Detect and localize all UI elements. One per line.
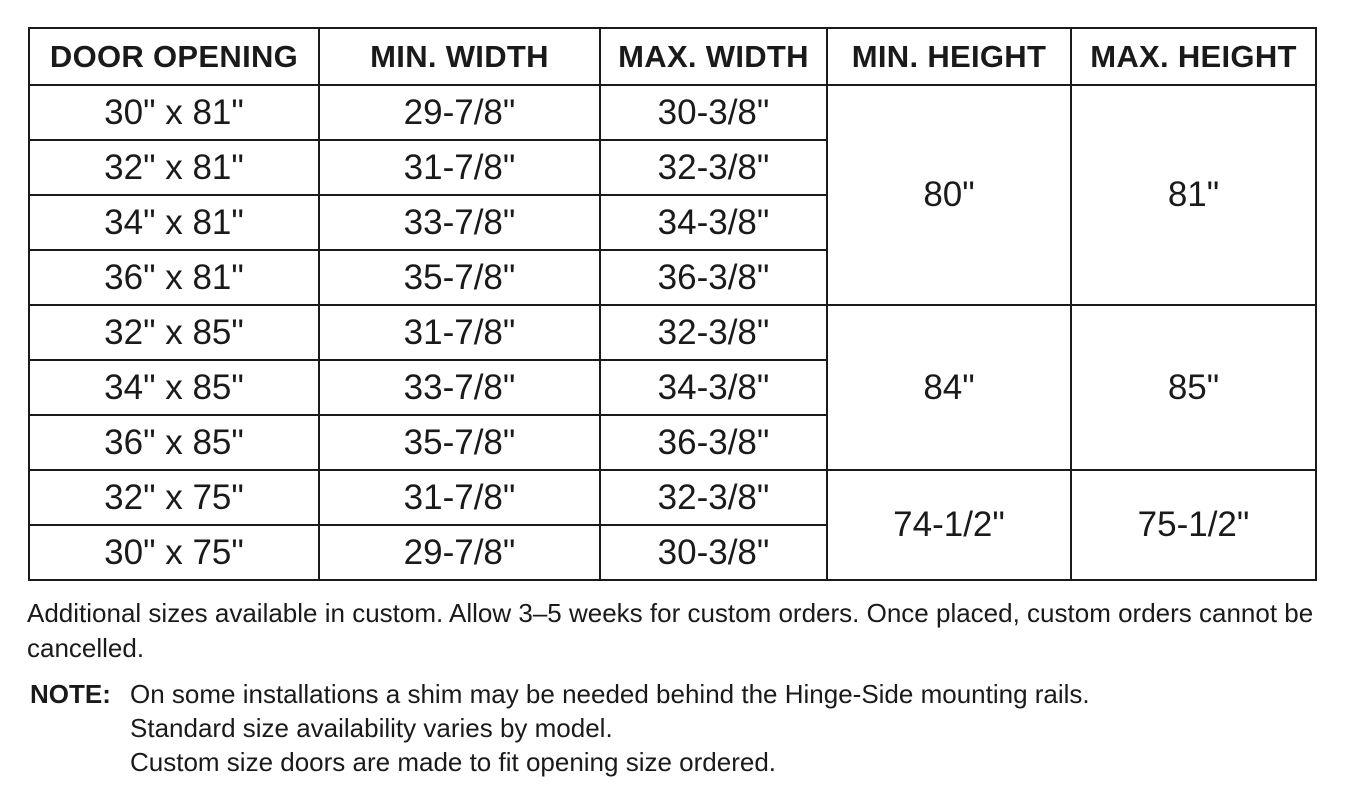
min-width-cell: 31-7/8" [319, 305, 600, 360]
max-height-cell: 81" [1071, 85, 1316, 305]
note-line-shim: On some installations a shim may be needed behind the Hinge-Side mounting rails. [130, 679, 1090, 709]
min-width-cell: 35-7/8" [319, 415, 600, 470]
min-height-cell: 74-1/2" [827, 470, 1071, 580]
door-opening-cell: 30" x 81" [29, 85, 319, 140]
door-opening-cell: 32" x 81" [29, 140, 319, 195]
note-line-availability: Standard size availability varies by model. [130, 713, 613, 743]
max-width-cell: 32-3/8" [600, 305, 827, 360]
min-width-cell: 33-7/8" [319, 360, 600, 415]
note-lines [130, 677, 1320, 779]
max-height-cell: 85" [1071, 305, 1316, 470]
max-width-cell: 32-3/8" [600, 470, 827, 525]
door-opening-cell: 34" x 81" [29, 195, 319, 250]
max-width-cell: 36-3/8" [600, 250, 827, 305]
max-width-cell: 36-3/8" [600, 415, 827, 470]
header-min-width: MIN. WIDTH [319, 28, 600, 85]
door-opening-cell: 32" x 85" [29, 305, 319, 360]
table-header-row [29, 28, 1316, 85]
header-min-height: MIN. HEIGHT [827, 28, 1071, 85]
note-line-custom-fit: Custom size doors are made to fit opening size ordered. [130, 747, 777, 777]
min-height-cell: 80" [827, 85, 1071, 305]
header-max-height: MAX. HEIGHT [1071, 28, 1316, 85]
door-opening-cell: 32" x 75" [29, 470, 319, 525]
max-width-cell: 32-3/8" [600, 140, 827, 195]
header-door-opening: DOOR OPENING [29, 28, 319, 85]
max-width-cell: 30-3/8" [600, 85, 827, 140]
min-width-cell: 29-7/8" [319, 85, 600, 140]
max-width-cell: 34-3/8" [600, 360, 827, 415]
door-size-table [28, 27, 1317, 581]
min-width-cell: 35-7/8" [319, 250, 600, 305]
min-height-cell: 84" [827, 305, 1071, 470]
door-opening-cell: 30" x 75" [29, 525, 319, 580]
max-width-cell: 30-3/8" [600, 525, 827, 580]
max-width-cell: 34-3/8" [600, 195, 827, 250]
table-row [29, 470, 1316, 525]
table-row [29, 305, 1316, 360]
note-label: NOTE: [30, 679, 111, 709]
max-height-cell: 75-1/2" [1071, 470, 1316, 580]
min-width-cell: 29-7/8" [319, 525, 600, 580]
header-max-width: MAX. WIDTH [600, 28, 827, 85]
min-width-cell: 31-7/8" [319, 140, 600, 195]
custom-sizes-note: Additional sizes available in custom. Allow 3–5 weeks for custom orders. Once placed, custom orders cannot be cancelled. [27, 598, 1314, 663]
min-width-cell: 31-7/8" [319, 470, 600, 525]
door-opening-cell: 36" x 81" [29, 250, 319, 305]
min-width-cell: 33-7/8" [319, 195, 600, 250]
table-row [29, 85, 1316, 140]
door-opening-cell: 34" x 85" [29, 360, 319, 415]
door-opening-cell: 36" x 85" [29, 415, 319, 470]
